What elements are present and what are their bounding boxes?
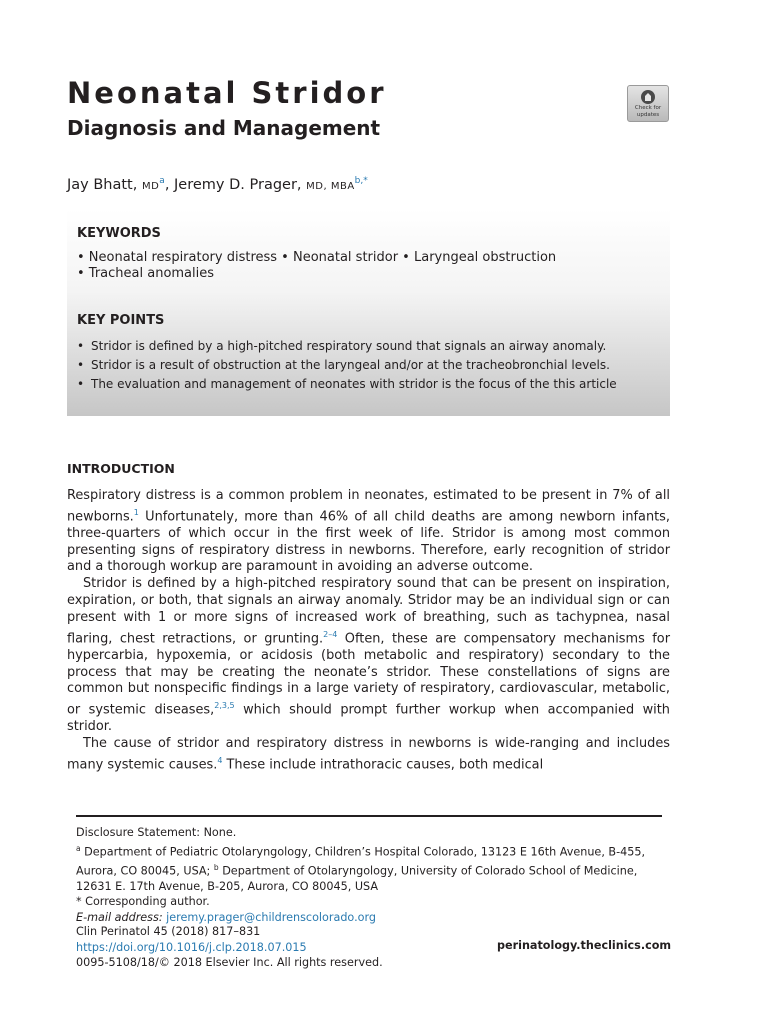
disclosure-statement: Disclosure Statement: None. — [76, 826, 237, 839]
email-link[interactable]: jeremy.prager@childrenscolorado.org — [166, 910, 376, 924]
article-subtitle: Diagnosis and Management — [67, 116, 381, 140]
paragraph — [67, 736, 670, 774]
journal-citation: Clin Perinatol 45 (2018) 817–831 — [76, 925, 261, 938]
author-name: Jay Bhatt, — [67, 176, 142, 193]
crossmark-icon — [640, 89, 656, 105]
affiliation-text: Department of Otolaryngology, University of Colorado School of Medicine, 12631 E. 17th Avenue, B-205, Aurora, CO 80045, USA — [76, 864, 638, 893]
footnote-divider — [76, 815, 662, 817]
paragraph-text: which should prompt further workup when accompanied with stridor. — [67, 702, 670, 735]
reference-link[interactable]: 2–4 — [323, 629, 338, 639]
affiliation-mark: b — [213, 862, 219, 872]
corresponding-author: * Corresponding author. — [76, 895, 210, 909]
paragraph — [67, 576, 670, 736]
badge-text-line1: Check for — [634, 105, 662, 111]
journal-website[interactable]: perinatology.theclinics.com — [497, 939, 672, 952]
affiliation-link[interactable]: a — [159, 176, 165, 186]
key-point-item: • Stridor is a result of obstruction at the laryngeal and/or at the tracheobronchial levels. — [77, 356, 617, 375]
check-for-updates-badge[interactable] — [627, 85, 669, 122]
reference-link[interactable]: 1 — [133, 507, 139, 517]
affiliations — [76, 841, 666, 895]
author-line — [67, 176, 368, 193]
introduction-body — [67, 488, 670, 774]
key-points-list — [77, 337, 617, 394]
badge-text-line2: updates — [636, 111, 660, 118]
affiliation-link[interactable]: b,* — [354, 176, 368, 186]
keywords-line: • Tracheal anomalies — [77, 266, 215, 281]
email-label: E-mail address: — [76, 910, 163, 924]
keywords-heading: KEYWORDS — [77, 226, 161, 241]
paragraph — [67, 488, 670, 576]
affiliation-text: Department of Pediatric Otolaryngology, Children’s Hospital Colorado, 13123 E 16th Avenue, B-455, Aurora, CO 80045, USA; — [76, 845, 646, 878]
key-point-item: • Stridor is defined by a high-pitched respiratory sound that signals an airway anomaly. — [77, 337, 617, 356]
footnotes — [76, 825, 666, 925]
reference-link[interactable]: 2,3,5 — [214, 701, 235, 711]
paragraph-text: Respiratory distress is a common problem in neonates, estimated to be present in 7% of all newborns. — [67, 488, 670, 525]
article-title: Neonatal Stridor — [67, 76, 387, 110]
keywords-keypoints-box — [67, 209, 670, 416]
key-point-item: • The evaluation and management of neonates with stridor is the focus of the this article — [77, 375, 617, 394]
author-degree: MD — [141, 180, 160, 192]
introduction-heading: INTRODUCTION — [67, 461, 175, 476]
paragraph-text: Unfortunately, more than 46% of all child deaths are among newborn infants, three-quarters of which occur in the first week of life. Stridor is among most common presenting signs of respiratory distress in newborns. Therefore, early recognition of stridor and a thorough workup are paramount in avoiding an adverse outcome. — [67, 509, 670, 575]
author-degree: MD, MBA — [306, 180, 355, 192]
author-name: Jeremy D. Prager, — [174, 176, 307, 193]
doi-link[interactable]: https://doi.org/10.1016/j.clp.2018.07.015 — [76, 940, 307, 954]
paragraph-text: Stridor is defined by a high-pitched respiratory sound that can be present on inspiration, expiration, or both, that signals an airway anomaly. Stridor may be an individual sign or can present with 1 or more signs of increased work of breathing, such as tachypnea, nasal flaring, chest retractions, or grunting. — [67, 576, 670, 646]
paragraph-text: Often, these are compensatory mechanisms for hypercarbia, hypoxemia, or acidosis (both metabolic and respiratory) secondary to the process that may be creating the neonate’s stridor. These constellations of signs are common but nonspecific findings in a large variety of respiratory, cardiovascular, metabolic, or systemic diseases, — [67, 630, 670, 718]
key-points-heading: KEY POINTS — [77, 313, 165, 328]
paragraph-text: The cause of stridor and respiratory distress in newborns is wide-ranging and includes many systemic causes. — [67, 736, 670, 773]
reference-link[interactable]: 4 — [217, 755, 223, 765]
paragraph-text: These include intrathoracic causes, both medical — [222, 757, 544, 773]
affiliation-mark: a — [76, 843, 81, 853]
journal-info — [76, 924, 383, 971]
copyright: 0095-5108/18/© 2018 Elsevier Inc. All rights reserved. — [76, 956, 383, 969]
keywords-line: • Neonatal respiratory distress • Neonatal stridor • Laryngeal obstruction — [77, 250, 557, 265]
author-separator: , — [164, 176, 175, 193]
